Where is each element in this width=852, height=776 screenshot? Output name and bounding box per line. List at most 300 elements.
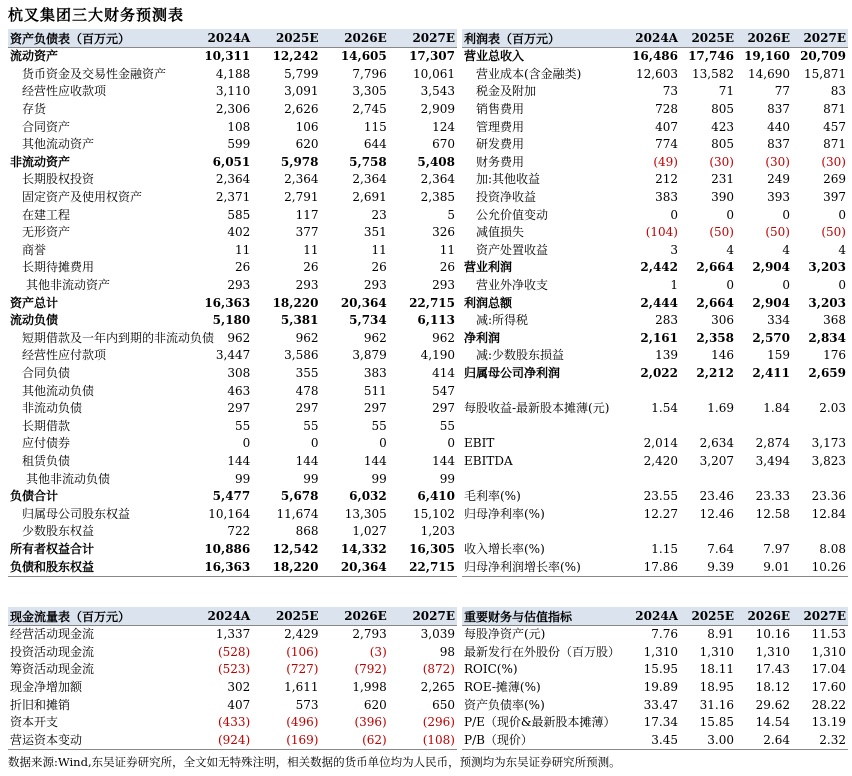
row-value: 2,429: [284, 627, 319, 642]
row-value: 3,203: [808, 295, 846, 310]
row-value: 4: [838, 242, 846, 257]
year-header: 2024A: [624, 607, 680, 626]
row-value: 5,758: [349, 154, 387, 169]
row-value: 17.86: [624, 558, 680, 576]
row-value: 599: [227, 137, 251, 152]
row-value: 3,110: [215, 84, 251, 99]
row-value: (528): [217, 644, 251, 659]
year-header: 2025E: [252, 29, 320, 48]
row-label: 加:其他收益: [476, 172, 541, 187]
row-value: [624, 523, 680, 541]
row-label: P/E（现价&最新股本摊薄）: [464, 715, 616, 730]
row-value: 2,265: [420, 680, 455, 695]
row-value: [624, 382, 680, 400]
row-value: 293: [295, 278, 319, 293]
row-value: 2,014: [643, 436, 678, 451]
row-value: 176: [823, 348, 846, 363]
row-value: 3,039: [420, 627, 455, 642]
row-label: 收入增长率(%): [464, 541, 545, 556]
row-label: [462, 470, 624, 488]
row-value: 0: [782, 278, 790, 293]
row-label: 租赁负债: [22, 453, 71, 468]
table-header-row: [8, 607, 457, 626]
row-value: 3,203: [808, 260, 846, 275]
row-value: (50): [709, 225, 734, 240]
row-label: 投资净收益: [476, 190, 537, 205]
row-label: 归属母公司净利润: [464, 365, 561, 380]
table-row: [462, 294, 848, 312]
income-statement-panel: [462, 29, 848, 577]
row-value: 2,385: [420, 190, 455, 205]
row-value: 0: [242, 436, 251, 451]
row-label: EBIT: [464, 436, 495, 451]
row-value: 22,715: [389, 558, 457, 576]
table-row: [462, 365, 848, 383]
row-value: 547: [432, 383, 455, 398]
row-value: 2,793: [352, 627, 387, 642]
row-value: 11: [439, 242, 455, 257]
row-value: 10,164: [208, 506, 251, 521]
table-row: [8, 644, 457, 662]
row-value: 2,659: [808, 365, 846, 380]
row-value: 2,371: [215, 190, 251, 205]
row-value: 23: [371, 207, 387, 222]
row-value: 55: [439, 418, 455, 433]
table-row: [8, 732, 457, 750]
table-header-row: [8, 29, 457, 48]
row-value: 15,102: [413, 506, 455, 521]
row-label: 利润总额: [464, 295, 513, 310]
row-value: 16,363: [184, 558, 252, 576]
row-value: 2,570: [752, 330, 790, 345]
row-value: 393: [767, 190, 790, 205]
row-value: 16,363: [204, 295, 251, 310]
row-value: (792): [354, 662, 387, 677]
row-value: 0: [726, 207, 734, 222]
row-value: 83: [830, 84, 846, 99]
row-value: 98: [439, 644, 455, 659]
row-value: 6,113: [417, 313, 455, 328]
row-value: 1.15: [651, 541, 678, 556]
table-row: [462, 523, 848, 541]
row-value: (106): [286, 644, 319, 659]
row-value: 871: [823, 102, 846, 117]
row-label: [462, 523, 624, 541]
row-value: 8.91: [707, 627, 734, 642]
table-row: [462, 171, 848, 189]
table-row: [462, 101, 848, 119]
row-value: [680, 382, 736, 400]
row-label: 存货: [22, 102, 47, 117]
row-value: 2,904: [752, 295, 790, 310]
row-value: 644: [363, 137, 387, 152]
row-value: 463: [227, 383, 251, 398]
row-value: [624, 470, 680, 488]
year-header: 2024A: [624, 29, 680, 48]
row-value: 1.84: [763, 401, 790, 416]
row-value: (50): [765, 225, 790, 240]
table-row: [8, 259, 457, 277]
row-value: 17.34: [643, 715, 678, 730]
row-label: 最新发行在外股份（百万股）: [464, 644, 621, 659]
row-label: 减:少数股东损益: [476, 348, 565, 363]
table-row: [462, 189, 848, 207]
table-row: [8, 382, 457, 400]
row-value: 2,634: [699, 436, 734, 451]
row-value: 5,381: [280, 313, 319, 328]
table-row: [8, 171, 457, 189]
row-value: 5,477: [212, 489, 251, 504]
row-label: 税金及附加: [476, 84, 537, 99]
row-value: 293: [227, 278, 251, 293]
row-label: 流动资产: [10, 49, 59, 64]
row-label: 现金净增加额: [10, 680, 83, 695]
row-value: 962: [295, 330, 319, 345]
row-value: [680, 417, 736, 435]
row-value: 440: [767, 119, 790, 134]
row-value: 26: [439, 260, 455, 275]
row-label: ROE-摊薄(%): [464, 680, 541, 695]
row-value: 23.46: [699, 489, 734, 504]
row-value: (433): [217, 715, 251, 730]
row-value: 355: [295, 365, 319, 380]
row-value: 16,305: [409, 541, 455, 556]
row-label: 归属母公司股东权益: [22, 506, 131, 521]
row-value: 29.62: [755, 697, 790, 712]
row-value: (30): [821, 154, 846, 169]
row-value: 4: [782, 242, 790, 257]
row-value: 19.89: [643, 680, 678, 695]
year-header: 2026E: [321, 607, 389, 626]
table-row: [462, 417, 848, 435]
row-label: 非流动资产: [10, 154, 71, 169]
table-row: [8, 242, 457, 260]
row-value: 5: [447, 207, 455, 222]
row-value: 31.16: [699, 697, 734, 712]
row-value: 297: [227, 401, 251, 416]
row-value: 18,220: [272, 295, 319, 310]
table-row: [462, 206, 848, 224]
row-value: 2,791: [284, 190, 319, 205]
row-value: (924): [184, 732, 252, 750]
row-value: 117: [295, 207, 319, 222]
row-label: 固定资产及使用权资产: [22, 190, 143, 205]
table-row: [462, 66, 848, 84]
row-value: 23.33: [755, 489, 790, 504]
row-value: 14,605: [340, 49, 387, 64]
row-value: 2,420: [643, 453, 678, 468]
row-value: 12,603: [636, 66, 678, 81]
row-label: 其他流动资产: [22, 137, 95, 152]
balance-sheet-panel: [8, 29, 457, 577]
table-row: [462, 732, 848, 750]
table-row: [8, 48, 457, 66]
row-value: 962: [227, 330, 251, 345]
row-value: 3.45: [624, 732, 680, 750]
row-value: 146: [711, 348, 734, 363]
row-label: 无形资产: [22, 225, 71, 240]
row-value: 293: [432, 278, 455, 293]
row-value: 0: [447, 436, 455, 451]
row-label: 商誉: [22, 242, 47, 257]
row-value: 407: [655, 119, 678, 134]
table-row: [462, 453, 848, 471]
row-value: 55: [371, 418, 387, 433]
year-header: 2027E: [389, 29, 457, 48]
row-value: 5,978: [280, 154, 319, 169]
row-value: (50): [821, 225, 846, 240]
row-value: [792, 470, 848, 488]
row-value: 297: [363, 401, 387, 416]
row-label: 其他流动负债: [22, 383, 95, 398]
row-value: 2,745: [352, 102, 387, 117]
row-label: EBITDA: [464, 453, 513, 468]
cash-flow-table: [8, 607, 457, 750]
row-value: 10.26: [792, 558, 848, 576]
row-value: 26: [303, 260, 319, 275]
row-value: 868: [295, 524, 319, 539]
row-value: 7.76: [651, 627, 678, 642]
table-row: [8, 417, 457, 435]
row-value: 0: [310, 436, 319, 451]
row-value: 2,022: [640, 365, 678, 380]
key-metrics-table: [462, 607, 848, 750]
row-label: 经营活动现金流: [10, 627, 95, 642]
row-label: 经营性应付款项: [22, 348, 107, 363]
row-value: 6,410: [417, 489, 455, 504]
row-value: (169): [252, 732, 320, 750]
row-value: 962: [363, 330, 387, 345]
table-title: 重要财务与估值指标: [462, 607, 624, 626]
row-value: 17,746: [688, 49, 734, 64]
row-value: 108: [227, 119, 251, 134]
row-value: 1,310: [755, 644, 790, 659]
row-value: 1,310: [699, 644, 734, 659]
table-row: [8, 118, 457, 136]
table-title: 利润表（百万元）: [462, 29, 624, 48]
row-value: 99: [234, 471, 251, 486]
row-value: 1,310: [811, 644, 846, 659]
row-value: 573: [295, 697, 319, 712]
row-label: [462, 382, 624, 400]
row-value: 2,212: [696, 365, 734, 380]
row-value: 99: [303, 471, 319, 486]
row-value: 9.39: [680, 558, 736, 576]
table-row: [8, 365, 457, 383]
source-note: 数据来源:Wind,东吴证券研究所，全文如无特殊注明，相关数据的货币单位均为人民币，预测均为东吴证券研究所预测。: [8, 755, 621, 769]
table-row: [8, 470, 457, 488]
row-value: 1,337: [215, 627, 251, 642]
table-row: [462, 277, 848, 295]
year-header: 2024A: [184, 607, 252, 626]
row-value: 5,180: [212, 313, 251, 328]
row-label: 营业总收入: [464, 49, 525, 64]
row-value: 457: [823, 119, 846, 134]
row-label: 归母净利润增长率(%): [462, 558, 624, 576]
row-value: [680, 523, 736, 541]
row-value: 511: [363, 383, 387, 398]
row-value: 139: [655, 348, 678, 363]
table-row: [8, 136, 457, 154]
row-value: 377: [295, 225, 319, 240]
row-label: 营业成本(含金融类): [476, 66, 582, 81]
row-value: 1.69: [707, 401, 734, 416]
row-value: 5,678: [280, 489, 319, 504]
row-label: 货币资金及交易性金融资产: [22, 66, 167, 81]
row-value: 2,364: [420, 172, 455, 187]
table-row: [8, 488, 457, 506]
row-value: 2,874: [755, 436, 790, 451]
row-value: 3,091: [284, 84, 319, 99]
table-row: [462, 435, 848, 453]
row-label: 减值损失: [476, 225, 525, 240]
row-value: 26: [234, 260, 251, 275]
row-value: 0: [670, 207, 678, 222]
row-value: 2,664: [696, 260, 734, 275]
row-label: 净利润: [464, 330, 501, 345]
row-value: 2.03: [819, 401, 846, 416]
table-row: [462, 136, 848, 154]
row-value: (49): [653, 154, 678, 169]
table-row: [8, 277, 457, 295]
row-value: 3,447: [215, 348, 251, 363]
year-header: 2027E: [792, 29, 848, 48]
row-value: 1,611: [284, 680, 319, 695]
table-row: [462, 83, 848, 101]
table-row: [8, 523, 457, 541]
row-value: 293: [363, 278, 387, 293]
row-value: 73: [662, 84, 678, 99]
row-value: [736, 523, 792, 541]
row-value: 11: [371, 242, 387, 257]
row-value: (872): [422, 662, 455, 677]
table-row: [462, 541, 848, 559]
row-value: 2,364: [352, 172, 387, 187]
row-value: 144: [432, 453, 455, 468]
row-value: 2,834: [808, 330, 846, 345]
row-value: 18.95: [699, 680, 734, 695]
row-value: [792, 417, 848, 435]
row-value: 0: [379, 436, 387, 451]
row-value: 414: [432, 365, 455, 380]
row-value: (523): [217, 662, 251, 677]
table-header-row: [462, 29, 848, 48]
table-row: [462, 714, 848, 732]
row-value: 3,494: [755, 453, 790, 468]
row-label: 营业利润: [464, 260, 513, 275]
table-row: [462, 400, 848, 418]
row-value: 5,408: [417, 154, 455, 169]
row-value: [792, 382, 848, 400]
row-value: 837: [767, 102, 790, 117]
row-value: 326: [432, 225, 455, 240]
row-label: 研发费用: [476, 137, 525, 152]
year-header: 2025E: [252, 607, 320, 626]
table-row: [8, 347, 457, 365]
row-label: ROIC(%): [464, 662, 518, 677]
table-row: [8, 541, 457, 559]
table-row: [462, 558, 848, 576]
row-value: 478: [295, 383, 319, 398]
year-header: 2026E: [736, 607, 792, 626]
row-label: 每股净资产(元): [464, 627, 546, 642]
row-value: 308: [227, 365, 251, 380]
row-label: 减:所得税: [476, 313, 529, 328]
row-value: 3,823: [811, 453, 846, 468]
row-value: 11: [234, 242, 251, 257]
row-value: [736, 470, 792, 488]
table-row: [8, 679, 457, 697]
table-row: [462, 312, 848, 330]
row-value: 12.84: [811, 506, 846, 521]
table-row: [8, 312, 457, 330]
row-value: 306: [711, 313, 734, 328]
row-value: 1,998: [352, 680, 387, 695]
row-label: 销售费用: [476, 102, 525, 117]
balance-sheet-table: [8, 29, 457, 577]
table-row: [8, 505, 457, 523]
row-value: 12,242: [272, 49, 319, 64]
row-value: 10.16: [755, 627, 790, 642]
row-label: 长期借款: [22, 418, 71, 433]
row-value: 670: [432, 137, 455, 152]
row-value: 23.36: [811, 489, 846, 504]
row-value: 2,358: [696, 330, 734, 345]
row-value: 3,879: [352, 348, 387, 363]
row-label: [462, 417, 624, 435]
row-value: 390: [711, 190, 734, 205]
row-value: 4,190: [420, 348, 455, 363]
row-value: 620: [295, 137, 319, 152]
row-value: 351: [363, 225, 387, 240]
row-value: 2,664: [696, 295, 734, 310]
row-label: 营业外净收支: [476, 278, 549, 293]
row-value: 20,364: [340, 295, 387, 310]
row-value: 2,306: [215, 102, 251, 117]
row-value: 1,027: [352, 524, 387, 539]
row-value: 33.47: [643, 697, 678, 712]
row-value: 249: [767, 172, 790, 187]
table-row: [8, 330, 457, 348]
row-value: 805: [711, 102, 734, 117]
row-value: 15.95: [643, 662, 678, 677]
row-value: 3,207: [699, 453, 734, 468]
row-value: 106: [295, 119, 319, 134]
row-value: 18,220: [252, 558, 320, 576]
row-value: 11.53: [811, 627, 846, 642]
row-value: 0: [726, 278, 734, 293]
row-label: 营运资本变动: [8, 732, 184, 750]
table-row: [8, 294, 457, 312]
row-value: 26: [371, 260, 387, 275]
row-value: (30): [709, 154, 734, 169]
row-value: 14.54: [755, 715, 790, 730]
row-label: 折旧和摊销: [10, 697, 71, 712]
year-header: 2027E: [389, 607, 457, 626]
table-row: [8, 154, 457, 172]
row-label: P/B（现价）: [462, 732, 624, 750]
table-row: [462, 696, 848, 714]
row-value: (3): [369, 644, 387, 659]
table-row: [8, 435, 457, 453]
table-row: [462, 488, 848, 506]
table-row: [462, 224, 848, 242]
row-label: 其他非流动负债: [26, 471, 111, 486]
row-value: 17.04: [811, 662, 846, 677]
row-value: 2.32: [792, 732, 848, 750]
row-value: [736, 382, 792, 400]
table-row: [8, 453, 457, 471]
